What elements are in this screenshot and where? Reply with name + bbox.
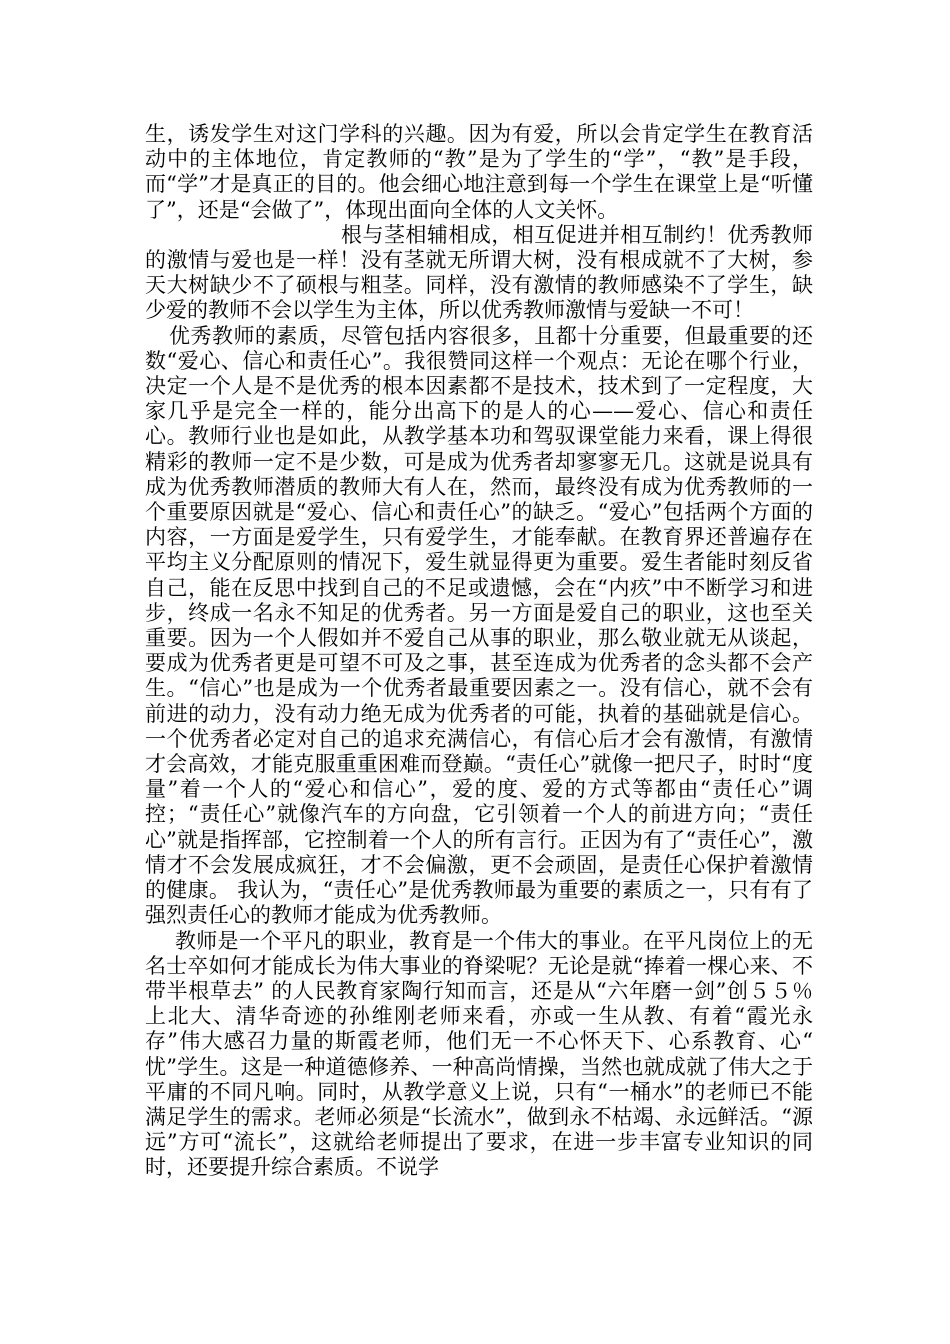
- paragraph-1: 生，诱发学生对这门学科的兴趣。因为有爱，所以会肯定学生在教育活动中的主体地位，肯定教师的“教”是为了学生的“学”，“教”是手段，而“学”才是真正的目的。他会细心地注意到每一个学生在课堂上是“听懂了”，还是“会做了”，体现出面向全体的人文关怀。: [145, 122, 813, 222]
- paragraph-2: 根与茎相辅相成，相互促进并相互制约！优秀教师的激情与爱也是一样！没有茎就无所谓大树，没有根成就不了大树，参天大树缺少不了硕根与粗茎。同样，没有激情的教师感染不了学生，缺少爱的教师不会以学生为主体，所以优秀教师激情与爱缺一不可！: [145, 222, 813, 323]
- paragraph-3: 优秀教师的素质，尽管包括内容很多，且都十分重要，但最重要的还数“爱心、信心和责任心”。我很赞同这样一个观点：无论在哪个行业，决定一个人是不是优秀的根本因素都不是技术，技术到了一定程度，大家几乎是完全一样的，能分出高下的是人的心——爱心、信心和责任心。教师行业也是如此，从教学基本功和驾驭课堂能力来看，课上得很精彩的教师一定不是少数，可是成为优秀者却寥寥无几。这就是说具有成为优秀教师潜质的教师大有人在，然而，最终没有成为优秀教师的一个重要原因就是“爱心、信心和责任心”的缺乏。“爱心”包括两个方面的内容，一方面是爱学生，只有爱学生，才能奉献。在教育界还普遍存在平均主义分配原则的情况下，爱生就显得更为重要。爱生者能时刻反省自己，能在反思中找到自己的不足或遗憾，会在“内疚”中不断学习和进步，终成一名永不知足的优秀者。另一方面是爱自己的职业，这也至关重要。因为一个人假如并不爱自己从事的职业，那么敬业就无从谈起，要成为优秀者更是可望不可及之事，甚至连成为优秀者的念头都不会产生。“信心”也是成为一个优秀者最重要因素之一。没有信心，就不会有前进的动力，没有动力绝无成为优秀者的可能，执着的基础就是信心。一个优秀者必定对自己的追求充满信心，有信心后才会有激情，有激情才会高效，才能克服重重困难而登巅。“责任心”就像一把尺子，时时“度量”着一个人的“爱心和信心”，爱的度、爱的方式等都由“责任心”调控；“责任心”就像汽车的方向盘，它引领着一个人的前进方向；“责任心”就是指挥部，它控制着一个人的所有言行。正因为有了“责任心”，激情才不会发展成疯狂，才不会偏激，更不会顽固，是责任心保护着激情的健康。 我认为，“责任心”是优秀教师最为重要的素质之一，只有有了强烈责任心的教师才能成为优秀教师。: [145, 323, 813, 928]
- document-body: [145, 122, 813, 1181]
- paragraph-4: 教师是一个平凡的职业，教育是一个伟大的事业。在平凡岗位上的无名士卒如何才能成长为伟大事业的脊梁呢？无论是就“捧着一棵心来、不带半根草去” 的人民教育家陶行知而言，还是从“六年磨一剑”创５５％上北大、清华奇迹的孙维刚老师来看，亦或一生从教、有着“霞光永存”伟大感召力量的斯霞老师，他们无一不心怀天下、心系教育、心“ 忧”学生。这是一种道德修养、一种高尚情操，当然也就成就了伟大之于平庸的不同凡响。同时，从教学意义上说，只有“一桶水”的老师已不能满足学生的需求。老师必须是“长流水”，做到永不枯竭、永远鲜活。“源远”方可“流长”，这就给老师提出了要求，在进一步丰富专业知识的同时，还要提升综合素质。不说学: [145, 928, 813, 1180]
